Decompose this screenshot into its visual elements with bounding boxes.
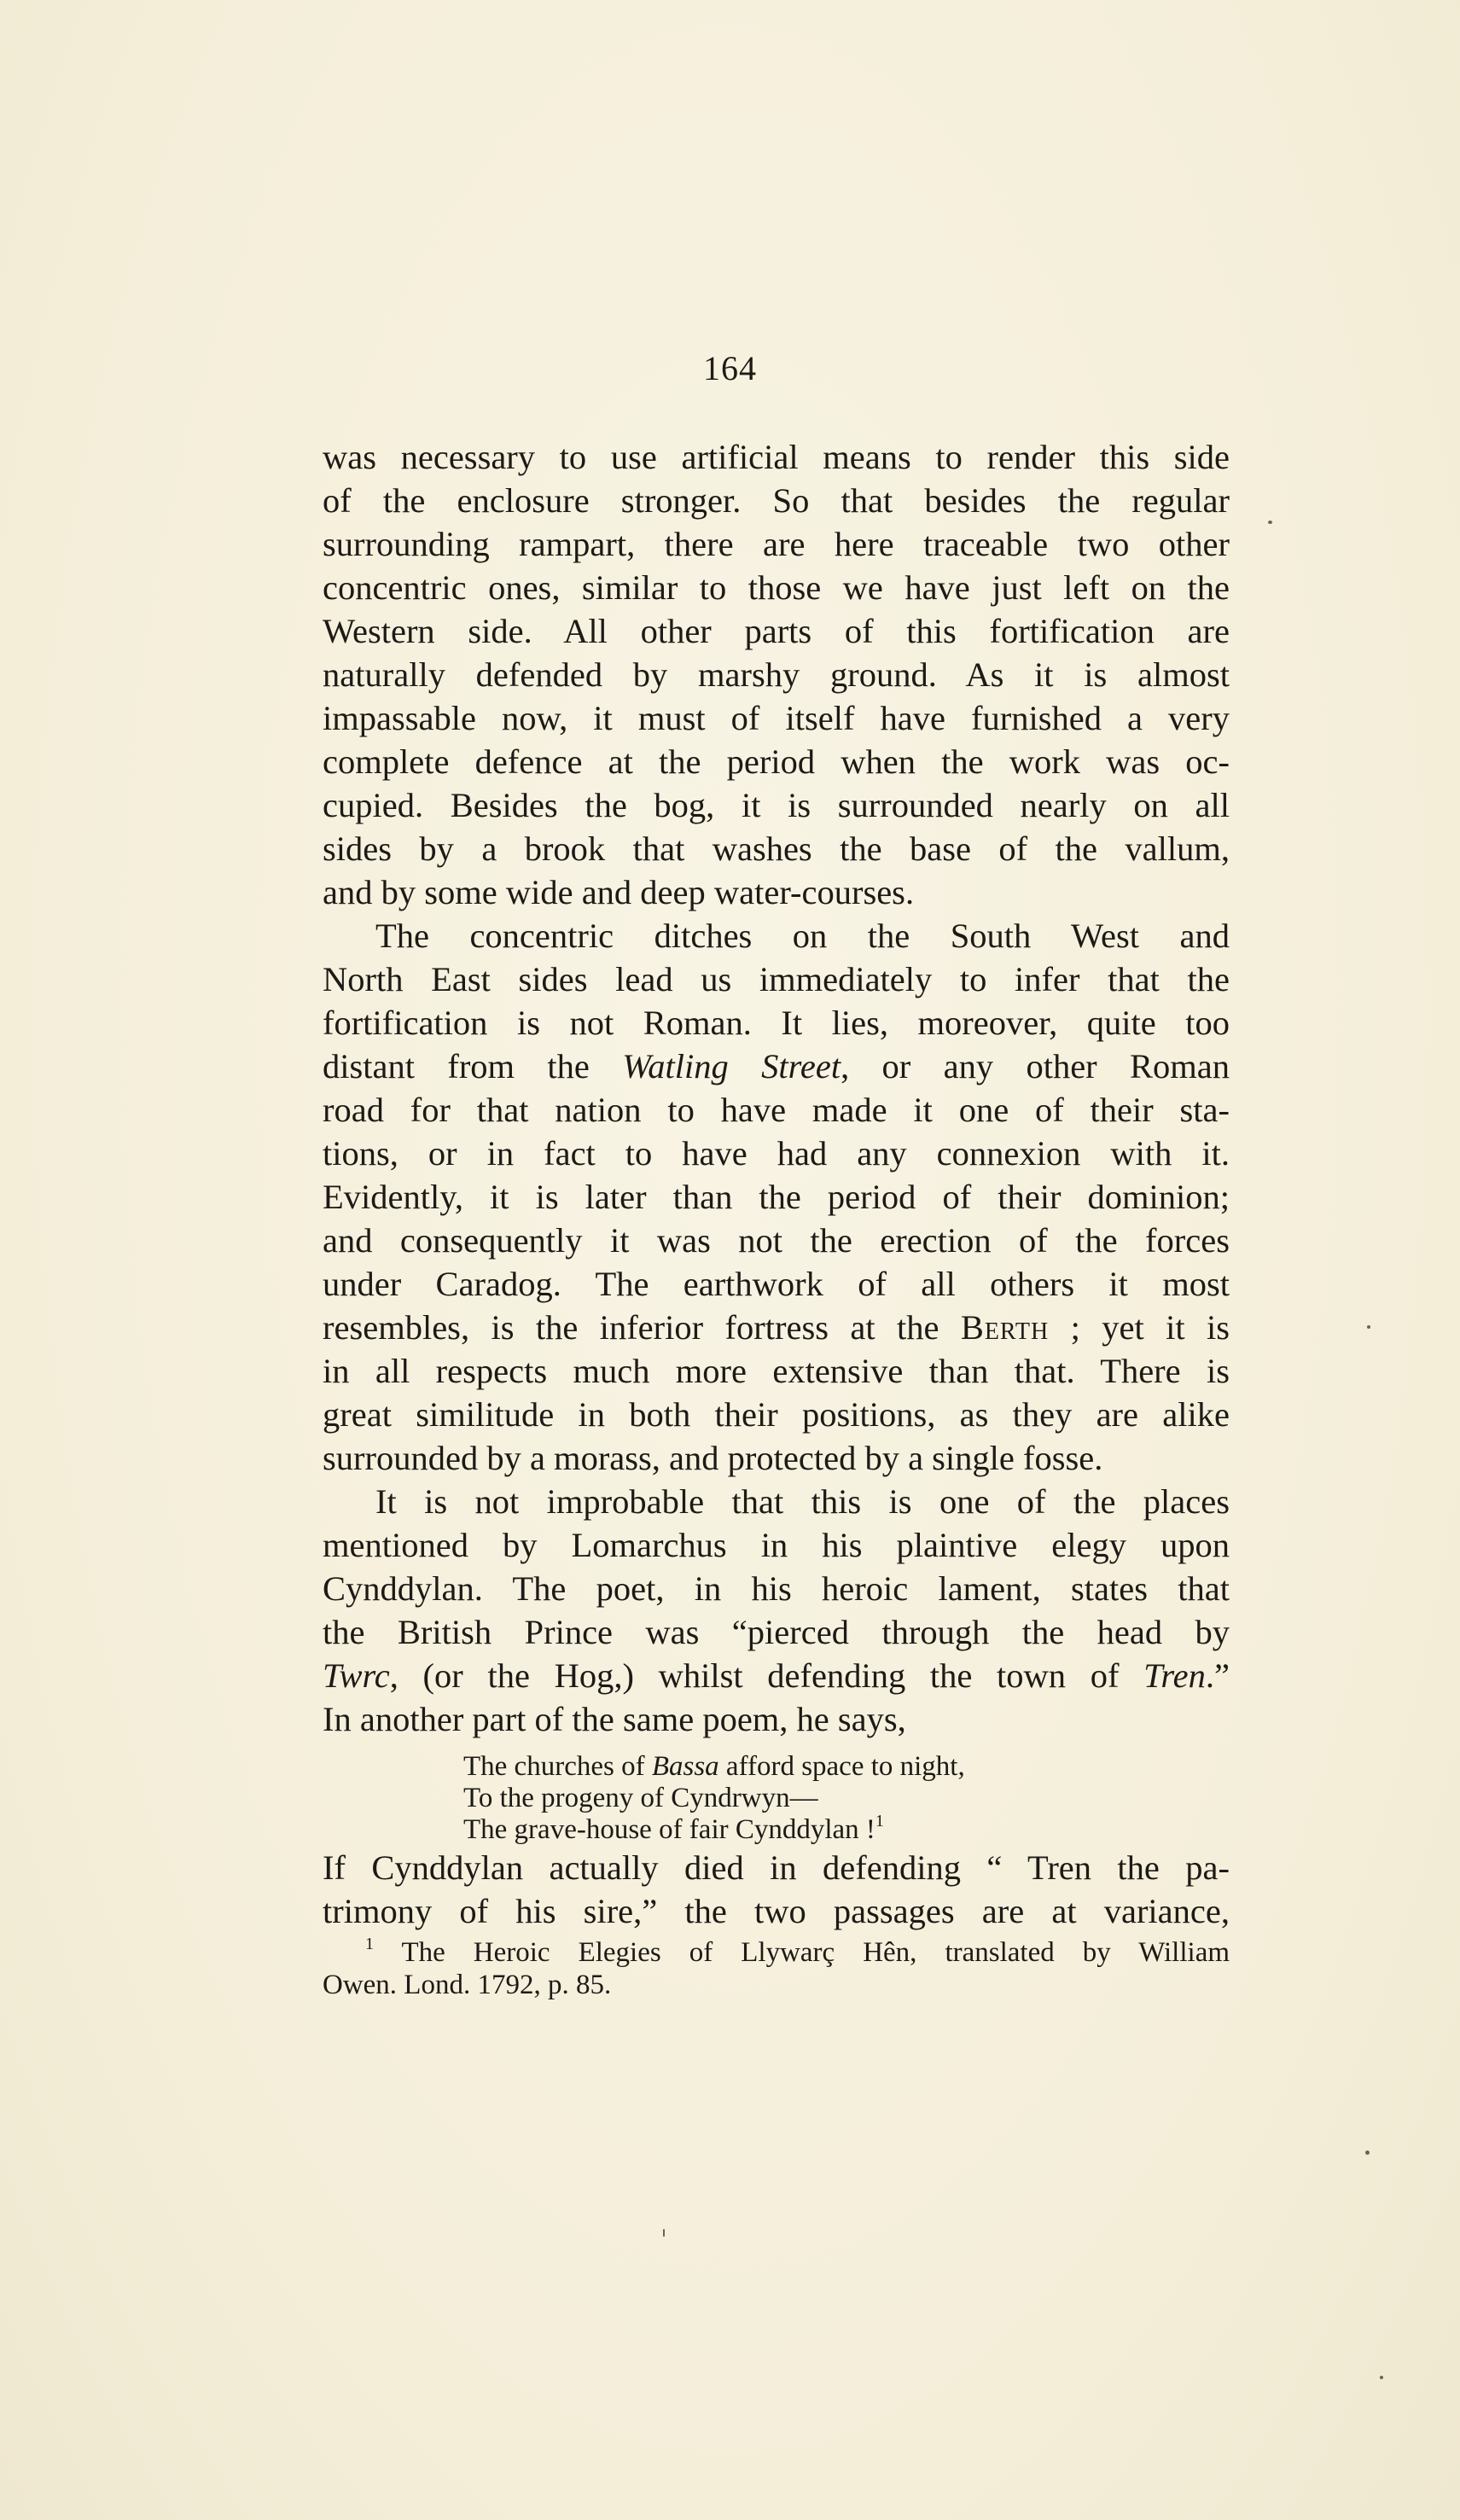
text-line: in all respects much more extensive than that. There is — [323, 1352, 1230, 1390]
paper-speck — [1380, 2376, 1383, 2379]
text-line: Western side. All other parts of this fortification are — [323, 612, 1230, 650]
text-line: It is not improbable that this is one of the places — [375, 1482, 1230, 1521]
text-line: mentioned by Lomarchus in his plaintive elegy upon — [323, 1526, 1230, 1564]
text-line: fortification is not Roman. It lies, moreover, quite too — [323, 1004, 1230, 1042]
text-line: road for that nation to have made it one of their sta- — [323, 1091, 1230, 1129]
smallcaps-term: Berth — [960, 1308, 1050, 1347]
paper-speck — [1268, 521, 1272, 524]
text-line: and consequently it was not the erection of the forces — [323, 1221, 1230, 1260]
body-text — [323, 435, 1230, 1741]
italic-term: Watling Street — [622, 1047, 841, 1085]
text-line: concentric ones, similar to those we have just left on the — [323, 568, 1230, 607]
text-line: was necessary to use artificial means to render this side — [323, 438, 1230, 476]
text-line: impassable now, it must of itself have furnished a very — [323, 699, 1230, 737]
italic-term: Bassa — [651, 1751, 719, 1782]
paper-speck — [663, 2229, 665, 2237]
italic-term: Tren — [1143, 1656, 1206, 1695]
verse-line: To the progeny of Cyndrwyn— — [463, 1783, 818, 1813]
text-line: of the enclosure stronger. So that besides the regular — [323, 481, 1230, 520]
text-run: ; yet it is — [1049, 1308, 1230, 1347]
text-line: the British Prince was “pierced through the head by — [323, 1613, 1230, 1651]
text-run: , (or the Hog,) whilst defending the town of — [389, 1656, 1144, 1695]
text-line: great similitude in both their positions, as they are alike — [323, 1395, 1230, 1434]
text-line: Cynddylan. The poet, in his heroic lament, states that — [323, 1569, 1230, 1608]
verse-line — [463, 1814, 965, 1846]
text-line: If Cynddylan actually died in defending “ Tren the pa- — [323, 1848, 1230, 1887]
text-line: surrounding rampart, there are here traceable two other — [323, 525, 1230, 563]
page-number: 164 — [703, 349, 757, 387]
text-line: under Caradog. The earthwork of all others it most — [323, 1265, 1230, 1303]
text-line: trimony of his sire,” the two passages are at variance, — [323, 1892, 1230, 1930]
text-line: sides by a brook that washes the base of the vallum, — [323, 829, 1230, 868]
text-run: , or any other Roman — [841, 1047, 1230, 1085]
text-run: .” — [1205, 1656, 1230, 1695]
text-line: surrounded by a morass, and protected by a single fosse. — [323, 1439, 1103, 1477]
italic-term: Twrc — [323, 1656, 390, 1695]
text-line: Evidently, it is later than the period of their dominion; — [323, 1178, 1230, 1216]
text-run: afford space to night, — [718, 1751, 965, 1782]
verse-quotation — [463, 1751, 965, 1846]
text-line — [323, 1306, 1230, 1349]
text-run: The Heroic Elegies of Llywarç Hên, translated by William — [401, 1937, 1230, 1968]
text-line: naturally defended by marshy ground. As it is almost — [323, 655, 1230, 694]
text-line: cupied. Besides the bog, it is surrounded nearly on all — [323, 786, 1230, 824]
footnote-marker: 1 — [365, 1935, 374, 1953]
text-line: In another part of the same poem, he says, — [323, 1700, 906, 1738]
text-line — [323, 1045, 1230, 1088]
text-run: resembles, is the inferior fortress at the — [323, 1308, 961, 1347]
footnote — [323, 1936, 1230, 2001]
text-line: North East sides lead us immediately to infer that the — [323, 960, 1230, 998]
text-run: The churches of — [463, 1751, 652, 1782]
body-text-continued — [323, 1846, 1230, 1933]
text-line — [323, 1654, 1230, 1697]
text-line: and by some wide and deep water-courses. — [323, 873, 915, 911]
paper-speck — [1367, 1325, 1370, 1329]
verse-line — [463, 1751, 965, 1783]
footnote-line — [323, 1936, 1230, 1969]
paper-speck — [1365, 2150, 1370, 2155]
footnote-reference: 1 — [875, 1812, 884, 1830]
text-run: The grave-house of fair Cynddylan ! — [463, 1814, 875, 1845]
text-line: complete defence at the period when the work was oc- — [323, 742, 1230, 781]
footnote-line: Owen. Lond. 1792, p. 85. — [323, 1970, 612, 2000]
text-line: The concentric ditches on the South West and — [375, 917, 1230, 955]
text-run: distant from the — [323, 1047, 623, 1085]
text-line: tions, or in fact to have had any connexion with it. — [323, 1134, 1230, 1173]
